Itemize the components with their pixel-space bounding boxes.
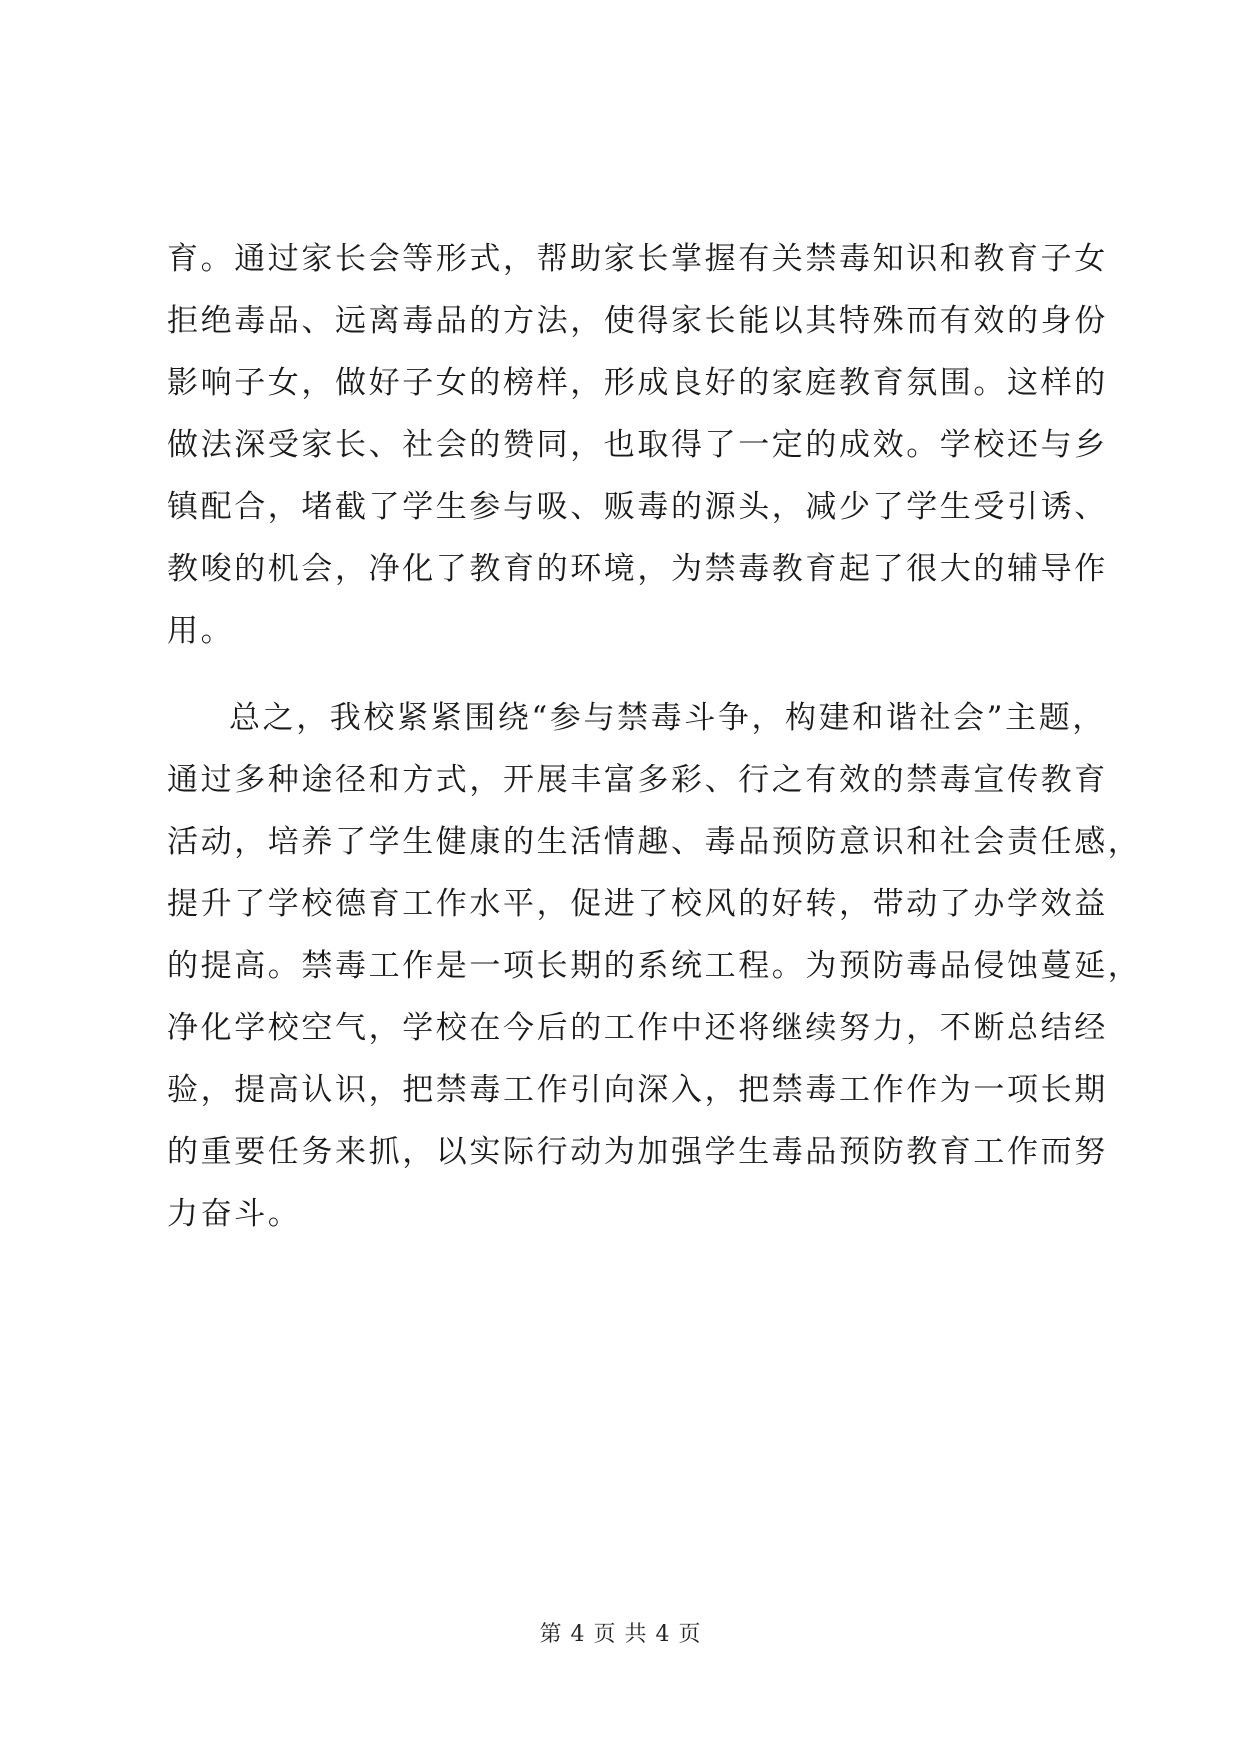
paragraph-family-education xyxy=(167,228,1108,662)
document-body xyxy=(167,228,1142,1245)
text-line: 做法深受家长、社会的赞同，也取得了一定的成效。学校还与乡 xyxy=(167,427,1108,463)
text-line: 验，提高认识，把禁毒工作引向深入，把禁毒工作作为一项长期 xyxy=(167,1072,1108,1108)
text-line: 育。通过家长会等形式，帮助家长掌握有关禁毒知识和教育子女 xyxy=(167,241,1108,277)
text-line: 净化学校空气，学校在今后的工作中还将继续努力，不断总结经 xyxy=(167,1010,1108,1046)
text-line: 活动，培养了学生健康的生活情趣、毒品预防意识和社会责任感， xyxy=(167,824,1142,860)
text-line: 力奋斗。 xyxy=(167,1196,302,1232)
paragraph-summary xyxy=(167,687,1142,1245)
text-line: 通过多种途径和方式，开展丰富多彩、行之有效的禁毒宣传教育 xyxy=(167,762,1108,798)
text-line: 提升了学校德育工作水平，促进了校风的好转，带动了办学效益 xyxy=(167,886,1108,922)
text-line: 用。 xyxy=(167,613,235,649)
text-line: 镇配合，堵截了学生参与吸、贩毒的源头，减少了学生受引诱、 xyxy=(167,489,1108,525)
text-line: 影响子女，做好子女的榜样，形成良好的家庭教育氛围。这样的 xyxy=(167,365,1108,401)
text-line-first-indented: 总之，我校紧紧围绕“参与禁毒斗争，构建和谐社会”主题， xyxy=(229,700,1106,736)
paragraph-spacer xyxy=(167,662,1087,687)
text-line: 的提高。禁毒工作是一项长期的系统工程。为预防毒品侵蚀蔓延， xyxy=(167,948,1142,984)
text-line: 的重要任务来抓，以实际行动为加强学生毒品预防教育工作而努 xyxy=(167,1134,1108,1170)
text-line: 拒绝毒品、远离毒品的方法，使得家长能以其特殊而有效的身份 xyxy=(167,303,1108,339)
page-number-footer: 第 4 页 共 4 页 xyxy=(539,1622,702,1647)
text-line: 教唆的机会，净化了教育的环境，为禁毒教育起了很大的辅导作 xyxy=(167,551,1108,587)
